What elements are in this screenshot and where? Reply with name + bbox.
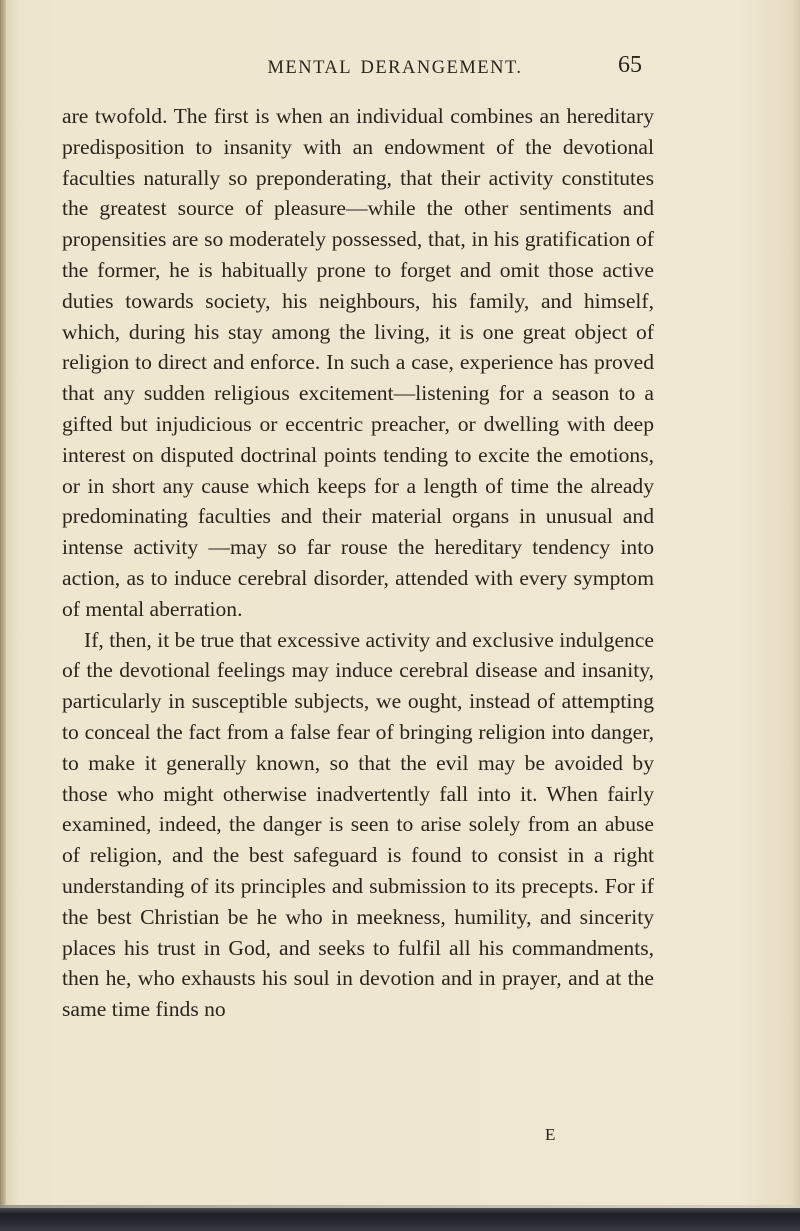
signature-mark: E — [545, 1125, 556, 1144]
paragraph-1: are twofold. The first is when an individual combines an hereditary predisposition to insanity with an endowment of the devotional faculties naturally so preponderating, that their activity constitutes the greatest source of pleasure—while the other sentiments and propensities are so moderately possessed, that, in his gratification of the former, he is habitually prone to forget and omit those active duties towards society, his neighbours, his family, and himself, which, during his stay among the living, it is one great object of religion to direct and enforce. In such a case, experience has proved that any sudden religious excitement—listening for a season to a gifted but injudicious or eccentric preacher, or dwelling with deep interest on disputed doctrinal points tending to excite the emotions, or in short any cause which keeps for a length of time the already predominating faculties and their material organs in unusual and intense activity —may so far rouse the hereditary tendency into action, as to induce cerebral disorder, attended with every symptom of mental aberration. — [62, 104, 654, 621]
running-head — [0, 52, 800, 88]
running-head-title: MENTAL DERANGEMENT. — [267, 58, 523, 78]
paragraph-2: If, then, it be true that excessive activity and exclusive indulgence of the devotional feelings may induce cerebral disease and insanity, particularly in susceptible subjects, we ought, instead of attempting to conceal the fact from a false fear of bringing religion into danger, to make it generally known, so that the evil may be avoided by those who might otherwise inadvertently fall into it. When fairly examined, indeed, the danger is seen to arise solely from an abuse of religion, and the best safeguard is found to consist in a right understanding of its principles and submission to its precepts. For if the best Christian be he who in meekness, humility, and sincerity places his trust in God, and seeks to fulfil all his commandments, then he, who exhausts his soul in devotion and in prayer, and at the same time finds no — [62, 627, 654, 1022]
scan-bottom-edge — [0, 1208, 800, 1231]
body-text — [62, 101, 654, 1025]
page-binding-edge — [0, 0, 6, 1231]
page-number: 65 — [618, 52, 642, 78]
